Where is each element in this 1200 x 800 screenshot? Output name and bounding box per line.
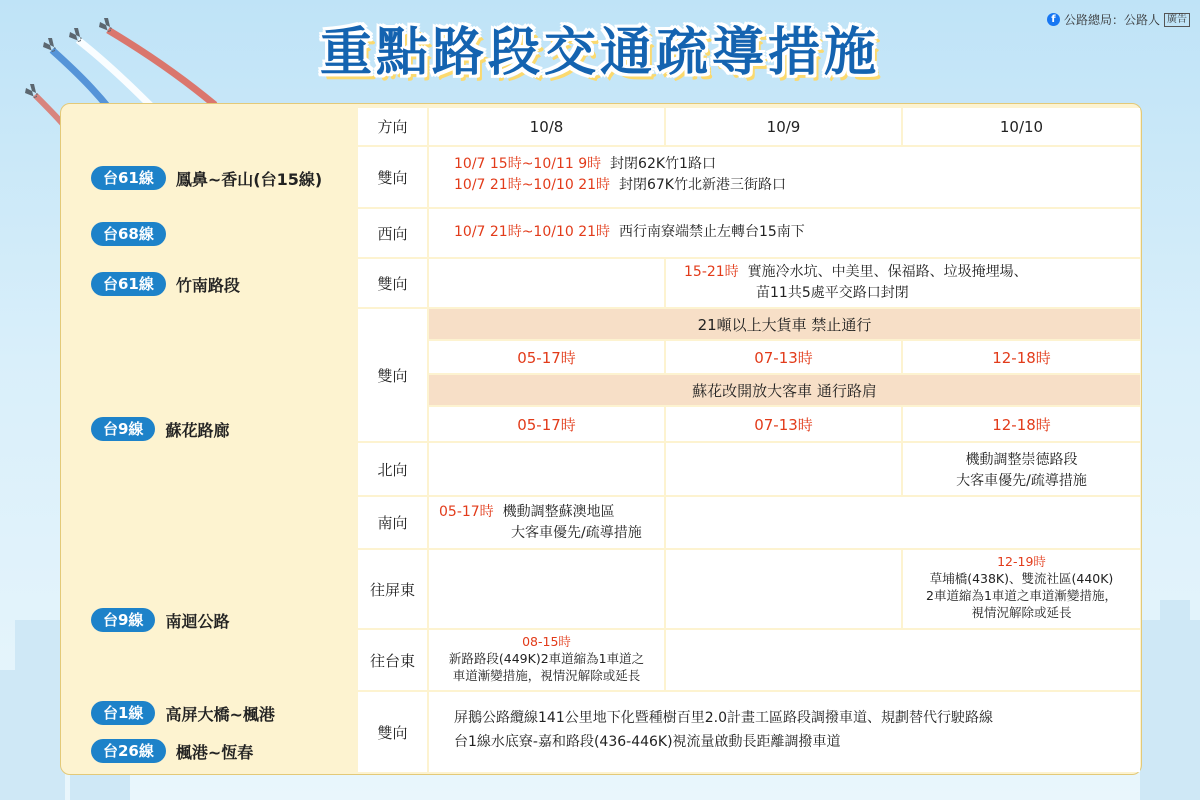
empty-cell <box>666 497 1140 548</box>
measure-text: 封閉67K竹北新港三街路口 <box>618 177 786 193</box>
route-label <box>91 310 356 548</box>
time-range: 05-17時 <box>439 504 494 520</box>
measure-cell <box>429 692 1140 772</box>
route-label <box>91 148 356 208</box>
measure-text: 台1線水底寮-嘉和路段(436-446K)視流量啟動長距離調撥車道 <box>454 734 841 750</box>
route-name: 鳳鼻~香山(台15線) <box>175 169 323 189</box>
facebook-icon: f <box>1047 13 1060 26</box>
bus-shoulder-band: 蘇花改開放大客車 通行路肩 <box>429 375 1140 405</box>
page-title: 重點路段交通疏導措施 <box>319 23 880 83</box>
measure-text: 機動調整蘇澳地區 <box>502 504 615 520</box>
direction-cell: 西向 <box>358 209 427 257</box>
header-day3: 10/10 <box>903 108 1140 145</box>
truck-time-day3: 12-18時 <box>903 341 1140 373</box>
time-range: 08-15時 <box>522 634 571 649</box>
header-day1: 10/8 <box>429 108 664 145</box>
time-range: 10/7 21時~10/10 21時 <box>454 224 611 240</box>
measure-text: 西行南寮端禁止左轉台15南下 <box>618 224 805 240</box>
credit <box>1047 11 1190 28</box>
time-range: 12-19時 <box>997 554 1046 569</box>
route-badge: 台9線 <box>91 417 155 441</box>
route-label <box>91 550 356 690</box>
route-name: 楓港~恆春 <box>175 742 254 762</box>
direction-cell: 往台東 <box>358 630 427 690</box>
truck-time-day1: 05-17時 <box>429 341 664 373</box>
header-direction: 方向 <box>358 108 427 145</box>
empty-cell <box>666 630 1140 690</box>
route-badge: 台9線 <box>91 608 155 632</box>
truck-time-day2: 07-13時 <box>666 341 901 373</box>
route-badge: 台61線 <box>91 272 166 296</box>
empty-cell <box>666 443 901 495</box>
measure-cell <box>429 147 1140 207</box>
time-range: 15-21時 <box>684 264 739 280</box>
direction-cell: 往屏東 <box>358 550 427 628</box>
direction-cell: 雙向 <box>358 147 427 207</box>
measure-cell <box>666 259 1140 307</box>
measure-text: 大客車優先/疏導措施 <box>956 473 1087 489</box>
measure-text: 機動調整崇德路段 <box>965 452 1078 468</box>
header-day2: 10/9 <box>666 108 901 145</box>
measure-text: 實施冷水坑、中美里、保福路、垃圾掩埋場、 <box>747 264 1028 280</box>
time-range: 10/7 15時~10/11 9時 <box>454 156 602 172</box>
measure-cell <box>429 209 1140 257</box>
measure-text: 苗11共5處平交路口封閉 <box>756 285 909 301</box>
direction-cell: 雙向 <box>358 692 427 772</box>
empty-cell <box>429 443 664 495</box>
measure-text: 視情況解除或延長 <box>971 605 1072 620</box>
route-name: 蘇花路廊 <box>165 420 230 440</box>
time-range: 10/7 21時~10/10 21時 <box>454 177 611 193</box>
route-label <box>91 260 356 308</box>
measure-text: 屏鵝公路纜線141公里地下化暨種樹百里2.0計畫工區路段調撥車道、規劃替代行駛路線 <box>454 710 993 726</box>
traffic-table <box>60 103 1142 775</box>
measure-cell <box>429 497 664 548</box>
direction-cell: 雙向 <box>358 309 427 441</box>
direction-cell: 北向 <box>358 443 427 495</box>
ad-tag: 廣告 <box>1164 13 1190 27</box>
bus-time-day1: 05-17時 <box>429 407 664 441</box>
bus-time-day3: 12-18時 <box>903 407 1140 441</box>
measure-text: 草埔橋(438K)、雙流社區(440K) <box>929 571 1114 586</box>
route-badge: 台61線 <box>91 166 166 190</box>
route-name: 竹南路段 <box>175 275 240 295</box>
measure-cell <box>903 550 1140 628</box>
empty-cell <box>429 259 664 307</box>
measure-text: 大客車優先/疏導措施 <box>511 525 642 541</box>
route-label <box>91 210 356 258</box>
measure-text: 封閉62K竹1路口 <box>610 156 716 172</box>
route-name: 高屏大橋~楓港 <box>165 704 275 724</box>
route-badge: 台26線 <box>91 739 166 763</box>
empty-cell <box>429 550 664 628</box>
route-label <box>91 694 356 772</box>
bus-time-day2: 07-13時 <box>666 407 901 441</box>
measure-text: 新路路段(449K)2車道縮為1車道之 <box>448 651 645 666</box>
truck-ban-band: 21噸以上大貨車 禁止通行 <box>429 309 1140 339</box>
measure-text: 車道漸變措施，視情況解除或延長 <box>452 668 641 683</box>
empty-cell <box>666 550 901 628</box>
measure-text: 2車道縮為1車道之車道漸變措施， <box>926 588 1117 603</box>
route-badge: 台1線 <box>91 701 155 725</box>
direction-cell: 雙向 <box>358 259 427 307</box>
credit-label: 公路總局：公路人 <box>1063 13 1160 27</box>
route-badge: 台68線 <box>91 222 166 246</box>
measure-cell <box>903 443 1140 495</box>
route-name: 南迴公路 <box>165 611 230 631</box>
direction-cell: 南向 <box>358 497 427 548</box>
measure-cell <box>429 630 664 690</box>
